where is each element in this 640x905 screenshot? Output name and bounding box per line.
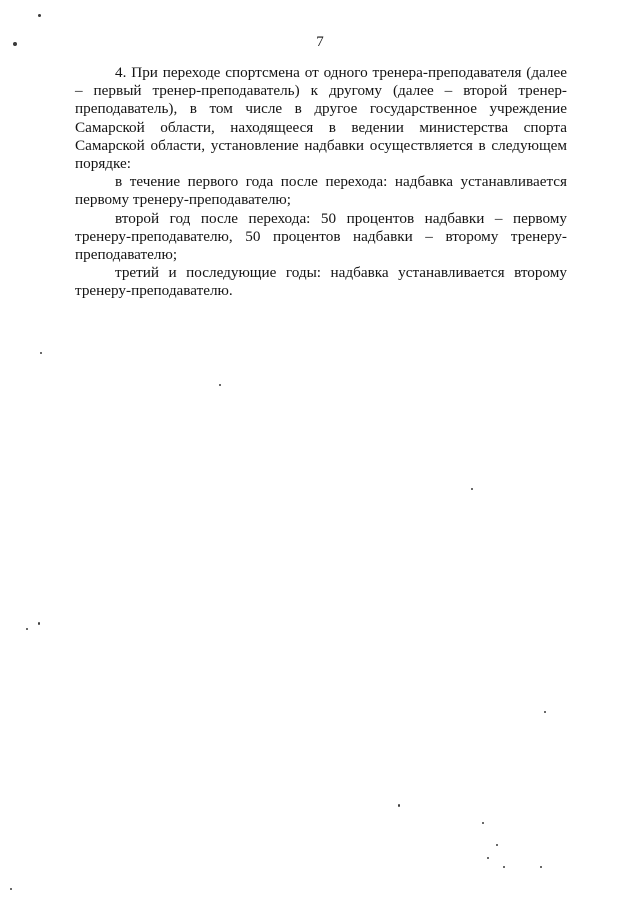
document-body (75, 64, 567, 301)
page-number: 7 (316, 34, 324, 50)
paragraph-second-year: второй год после перехода: 50 процентов надбавки – первому тренеру-преподавателю, 50 процентов надбавки – второму тренеру-преподавателю; (75, 209, 567, 264)
scan-speck (482, 822, 484, 824)
scan-speck (13, 42, 17, 46)
scan-speck (540, 866, 542, 868)
scan-speck (544, 711, 546, 713)
scan-speck (487, 857, 489, 859)
paragraph-first-year: в течение первого года после перехода: надбавка устанавливается первому тренеру-преподавателю; (75, 173, 567, 209)
scan-speck (40, 352, 42, 354)
scan-speck (219, 384, 221, 386)
scan-speck (398, 804, 400, 807)
scan-speck (10, 888, 12, 890)
scan-speck (496, 844, 498, 846)
paragraph-transfer-rule: 4. При переходе спортсмена от одного тренера-преподавателя (далее – первый тренер-преподаватель) к другому (далее – второй тренер-преподаватель), в том числе в другое государственное учреждение Самарской области, находящееся в ведении министерства спорта Самарской области, установление надбавки осуществляется в следующем порядке: (75, 64, 567, 173)
scan-speck (503, 866, 505, 868)
scan-speck (471, 488, 473, 490)
scan-speck (38, 14, 41, 17)
scan-speck (38, 622, 40, 625)
paragraph-third-year: третий и последующие годы: надбавка устанавливается второму тренеру-преподавателю. (75, 264, 567, 300)
scan-speck (26, 628, 28, 630)
